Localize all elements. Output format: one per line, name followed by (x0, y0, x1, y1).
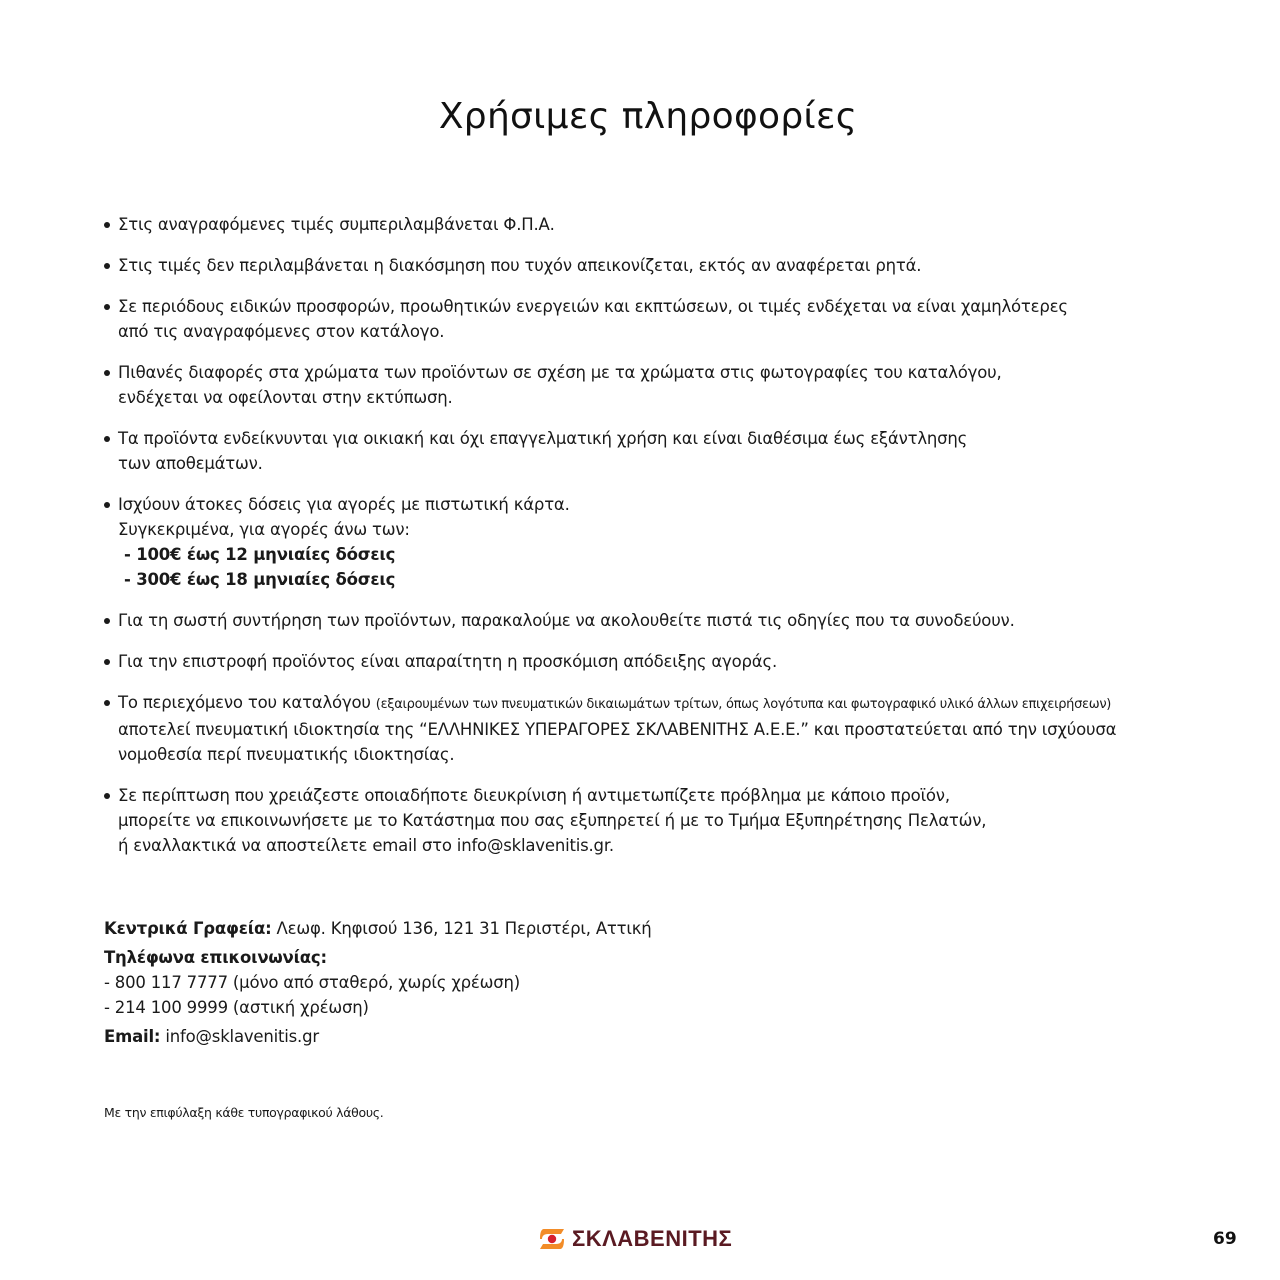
sklavenitis-s-logo-icon (538, 1227, 566, 1251)
info-line: από τις αναγραφόμενες στον κατάλογο. (118, 322, 445, 341)
email-label: Email: (104, 1027, 161, 1046)
phones-label-text: Τηλέφωνα επικοινωνίας: (104, 948, 327, 967)
info-line (118, 690, 1224, 717)
info-item-special-offers (104, 294, 1224, 344)
info-item-support (104, 783, 1224, 858)
phone-local: - 214 100 9999 (αστική χρέωση) (104, 998, 369, 1017)
info-line: των αποθεμάτων. (118, 454, 263, 473)
phones-label (104, 945, 652, 970)
info-item-maintenance (104, 608, 1224, 633)
bullet-icon (104, 793, 110, 799)
bullet-icon (104, 222, 110, 228)
bullet-icon (104, 502, 110, 508)
headquarters-address: Λεωφ. Κηφισού 136, 121 31 Περιστέρι, Αττική (276, 919, 652, 938)
contact-block (104, 916, 652, 1049)
typo-disclaimer: Με την επιφύλαξη κάθε τυπογραφικού λάθους. (104, 1105, 384, 1120)
info-item-home-use (104, 426, 1224, 476)
info-line: Για την επιστροφή προϊόντος είναι απαραίτητη η προσκόμιση απόδειξης αγοράς. (118, 652, 777, 671)
bullet-icon (104, 618, 110, 624)
headquarters-label: Κεντρικά Γραφεία: (104, 919, 272, 938)
copyright-note: (εξαιρουμένων των πνευματικών δικαιωμάτων τρίτων, όπως λογότυπα και φωτογραφικό υλικό άλλων επιχειρήσεων) (375, 697, 1112, 712)
info-line: Τα προϊόντα ενδείκνυνται για οικιακή και όχι επαγγελματική χρήση και είναι διαθέσιμα έως εξάντλησης (118, 429, 968, 448)
info-line: Συγκεκριμένα, για αγορές άνω των: (118, 520, 410, 539)
info-item-returns (104, 649, 1224, 674)
brand-name: ΣΚΛΑΒΕΝΙΤΗΣ (572, 1226, 733, 1251)
bullet-icon (104, 263, 110, 269)
info-line: Σε περίπτωση που χρειάζεστε οποιαδήποτε διευκρίνιση ή αντιμετωπίζετε πρόβλημα με κάποιο προϊόν, (118, 786, 950, 805)
email-value: info@sklavenitis.gr (165, 1027, 319, 1046)
info-line: Ισχύουν άτοκες δόσεις για αγορές με πιστωτική κάρτα. (118, 495, 570, 514)
info-line: ή εναλλακτικά να αποστείλετε email στο info@sklavenitis.gr. (118, 836, 614, 855)
info-line: Για τη σωστή συντήρηση των προϊόντων, παρακαλούμε να ακολουθείτε πιστά τις οδηγίες που τα συνοδεύουν. (118, 611, 1015, 630)
info-line: νομοθεσία περί πνευματικής ιδιοκτησίας. (118, 745, 455, 764)
installment-tier: - 100€ έως 12 μηνιαίες δόσεις (124, 545, 396, 564)
info-item-color-differences (104, 360, 1224, 410)
bullet-icon (104, 700, 110, 706)
info-item-decoration (104, 253, 1224, 278)
bullet-icon (104, 370, 110, 376)
bullet-icon (104, 659, 110, 665)
info-line: Στις αναγραφόμενες τιμές συμπεριλαμβάνεται Φ.Π.Α. (118, 215, 555, 234)
info-line: Στις τιμές δεν περιλαμβάνεται η διακόσμηση που τυχόν απεικονίζεται, εκτός αν αναφέρεται ρητά. (118, 256, 922, 275)
info-line: αποτελεί πνευματική ιδιοκτησία της “ΕΛΛΗΝΙΚΕΣ ΥΠΕΡΑΓΟΡΕΣ ΣΚΛΑΒΕΝΙΤΗΣ Α.Ε.Ε.” και προστατεύεται από την ισχύουσα (118, 720, 1117, 739)
phone-toll-free: - 800 117 7777 (μόνο από σταθερό, χωρίς χρέωση) (104, 973, 521, 992)
brand-logo (538, 1226, 732, 1252)
email-row (104, 1024, 652, 1049)
info-item-installments (104, 492, 1224, 592)
bullet-icon (104, 436, 110, 442)
info-line: Πιθανές διαφορές στα χρώματα των προϊόντων σε σχέση με τα χρώματα στις φωτογραφίες του καταλόγου, (118, 363, 1002, 382)
copyright-lead: Το περιεχόμενο του καταλόγου (118, 693, 371, 712)
page-title: Χρήσιμες πληροφορίες (438, 96, 858, 137)
info-list (104, 212, 1224, 874)
info-line: Σε περιόδους ειδικών προσφορών, προωθητικών ενεργειών και εκπτώσεων, οι τιμές ενδέχεται να είναι χαμηλότερες (118, 297, 1068, 316)
info-item-copyright (104, 690, 1224, 767)
installment-tier: - 300€ έως 18 μηνιαίες δόσεις (124, 570, 396, 589)
page-number: 69 (1213, 1229, 1237, 1249)
info-line: ενδέχεται να οφείλονται στην εκτύπωση. (118, 388, 453, 407)
bullet-icon (104, 304, 110, 310)
info-line: μπορείτε να επικοινωνήσετε με το Κατάστημα που σας εξυπηρετεί ή με το Τμήμα Εξυπηρέτησης Πελατών, (118, 811, 987, 830)
info-item-vat (104, 212, 1224, 237)
headquarters-row (104, 916, 652, 941)
